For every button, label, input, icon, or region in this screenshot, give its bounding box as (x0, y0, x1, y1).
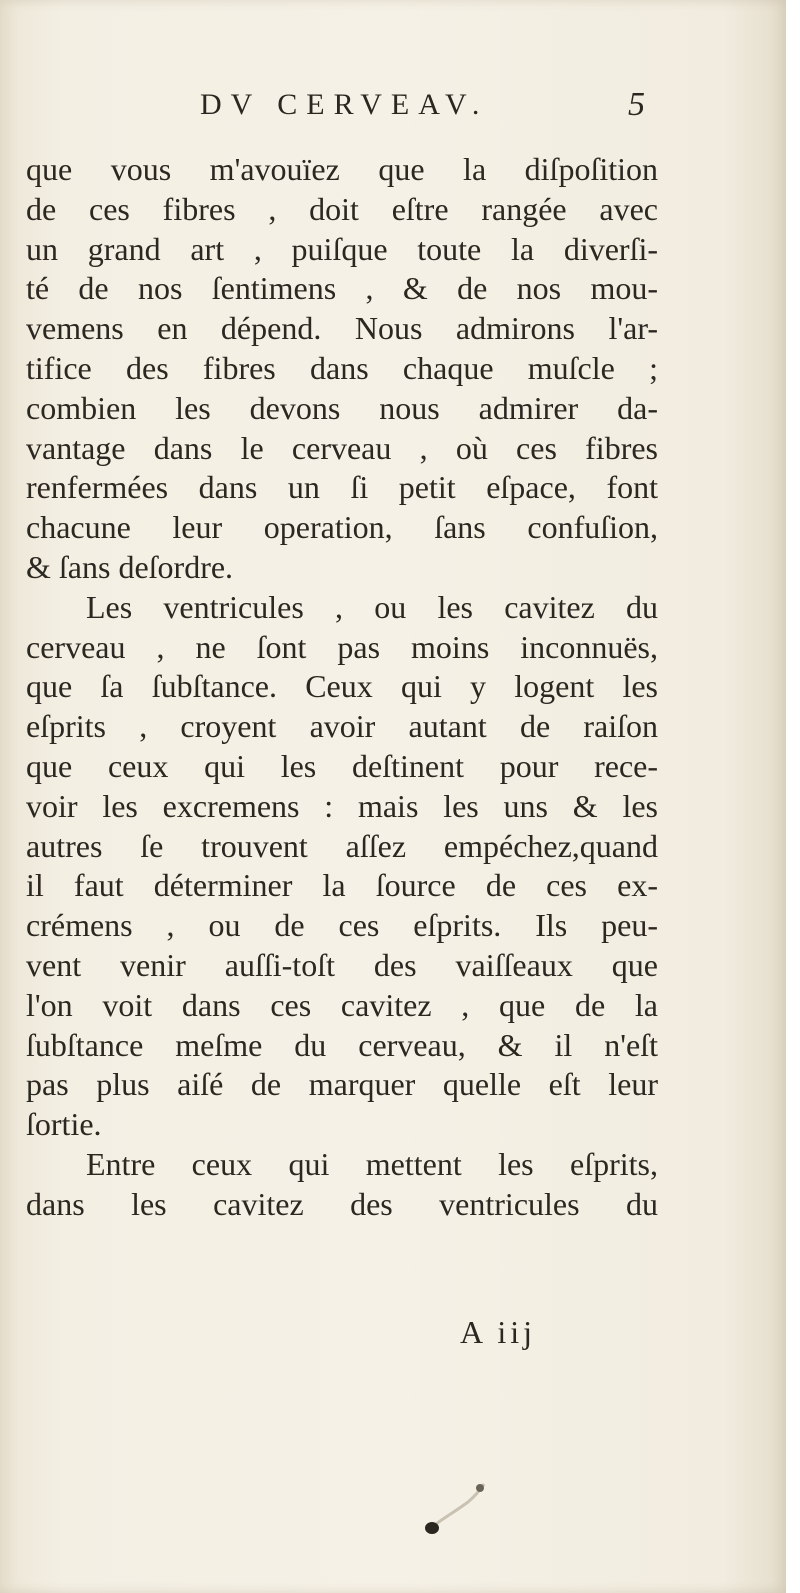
text-line: un grand art , puiſque toute la diverſi- (26, 230, 658, 267)
text-line: vent venir auſſi-toſt des vaiſſeaux que (26, 946, 658, 983)
text-line: autres ſe trouvent aſſez empéchez,quand (26, 827, 658, 864)
text-line: que ceux qui les deſtinent pour rece- (26, 747, 658, 784)
text-line: que ſa ſubſtance. Ceux qui y logent les (26, 668, 658, 705)
text-line: ſortie. (26, 1106, 102, 1143)
page-number: 5 (628, 86, 645, 123)
ink-blot-icon (422, 1478, 492, 1538)
text-line: l'on voit dans ces cavitez , que de la (26, 986, 658, 1023)
text-line: eſprits , croyent avoir autant de raiſon (26, 708, 658, 745)
running-title: DV CERVEAV. (200, 88, 489, 121)
text-line: combien les devons nous admirer da- (26, 389, 658, 426)
text-line: vantage dans le cerveau , où ces fibres (26, 429, 658, 466)
text-line: chacune leur operation, ſans confuſion, (26, 509, 658, 546)
text-line: Les ventricules , ou les cavitez du (86, 588, 658, 625)
text-line: tifice des fibres dans chaque muſcle ; (26, 349, 658, 386)
text-line: il faut déterminer la ſource de ces ex- (26, 867, 658, 904)
text-line: cerveau , ne ſont pas moins inconnuës, (26, 628, 658, 665)
text-line: voir les excremens : mais les uns & les (26, 787, 658, 824)
text-line: & ſans deſordre. (26, 548, 234, 585)
text-line: Entre ceux qui mettent les eſprits, (86, 1145, 658, 1182)
text-line: crémens , ou de ces eſprits. Ils peu- (26, 907, 658, 944)
text-line: pas plus aiſé de marquer quelle eſt leur (26, 1066, 658, 1103)
body-text (26, 150, 658, 1225)
page-header (0, 88, 786, 138)
text-line: ſubſtance meſme du cerveau, & il n'eſt (26, 1026, 658, 1063)
text-line: té de nos ſentimens , & de nos mou- (26, 270, 658, 307)
text-line: que vous m'avouïez que la diſpoſition (26, 151, 658, 187)
text-line: renfermées dans un ſi petit eſpace, font (26, 469, 658, 506)
text-line: dans les cavitez des ventricules du (26, 1185, 658, 1222)
text-line: de ces fibres , doit eſtre rangée avec (26, 190, 658, 227)
signature-mark: A iij (460, 1314, 537, 1350)
text-line: vemens en dépend. Nous admirons l'ar- (26, 310, 658, 347)
